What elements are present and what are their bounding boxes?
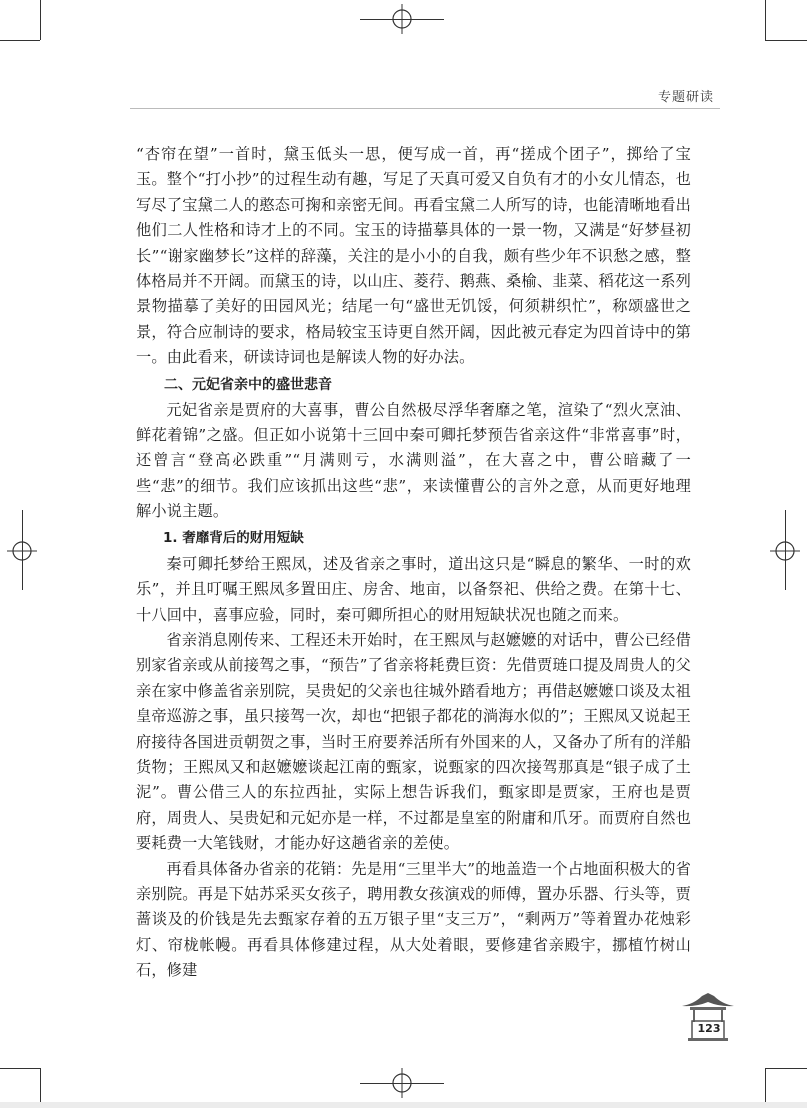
section-heading: 二、元妃省亲中的盛世悲音 xyxy=(164,376,332,393)
paragraph: 省亲消息刚传来、工程还未开始时，在王熙凤与赵嬷嬷的对话中，曹公已经借别家省亲或从前接驾之事，“预告”了省亲将耗费巨资：先借贾琏口提及周贵人的父亲在家中修盖省亲别院，吴贵妃的父亲也往城外踏看地方；再借赵嬷嬷口谈及太祖皇帝巡游之事，虽只接驾一次，却也“把银子都花的淌海水似的”；王熙凤又说起王府接待各国进贡朝贺之事，当时王府要养活所有外国来的人，又备办了所有的洋船货物；王熙凤又和赵嬷嬷谈起江南的甄家，说甄家的四次接驾那真是“银子成了土泥”。曹公借三人的东拉西扯，实际上想告诉我们，甄家即是贾家，王府也是贾府，周贵人、吴贵妃和元妃亦是一样，不过都是皇室的附庸和爪牙。而贾府自然也要耗费一大笔钱财，才能办好这趟省亲的差使。 xyxy=(136,630,691,853)
left-registration-target-icon xyxy=(7,536,37,566)
bottom-registration-target-icon xyxy=(387,1068,417,1098)
paragraph: 再看具体备办省亲的花销：先是用“三里半大”的地盖造一个占地面积极大的省亲别院。再是下姑苏采买女孩子，聘用教女孩演戏的师傅，置办乐器、行头等，贾蔷谈及的价钱是先去甄家存着的五万银子里“支三万”，“剩两万”等着置办花烛彩灯、帘栊帐幔。再看具体修建过程，从大处着眼，要修建省亲殿宇，挪植竹树山石，修建 xyxy=(136,859,691,980)
crop-mark-br-h xyxy=(765,1068,807,1069)
paragraph: 秦可卿托梦给王熙凤，述及省亲之事时，道出这只是“瞬息的繁华、一时的欢乐”，并且叮嘱王熙凤多置田庄、房舍、地亩，以备祭祀、供给之费。在第十七、十八回中，喜事应验，同时，秦可卿所担心的财用短缺状况也随之而来。 xyxy=(136,554,691,624)
crop-mark-bl-h xyxy=(0,1068,40,1069)
crop-mark-tr-v xyxy=(765,0,766,40)
header-rule xyxy=(130,108,720,109)
right-registration-target-icon xyxy=(770,536,800,566)
top-registration-target-icon xyxy=(387,4,417,34)
crop-mark-tr-h xyxy=(765,40,807,41)
page-number: 123 xyxy=(697,1022,721,1035)
bottom-strip xyxy=(0,1102,807,1108)
paragraph: 元妃省亲是贾府的大喜事，曹公自然极尽浮华奢靡之笔，渲染了“烈火烹油、鲜花着锦”之盛。但正如小说第十三回中秦可卿托梦预告省亲这件“非常喜事”时，还曾言“登高必跌重”“月满则亏，水满则溢”，在大喜之中，曹公暗藏了一些“悲”的细节。我们应该抓出这些“悲”，来读懂曹公的言外之意，从而更好地理解小说主题。 xyxy=(136,400,691,521)
running-header: 专题研读 xyxy=(657,90,714,105)
paragraph: “杏帘在望”一首时，黛玉低头一思，便写成一首，再“搓成个团子”，掷给了宝玉。整个“打小抄”的过程生动有趣，写足了天真可爱又自负有才的小女儿情态，也写尽了宝黛二人的憨态可掬和亲密无间。再看宝黛二人所写的诗，也能清晰地看出他们二人性格和诗才上的不同。宝玉的诗描摹具体的一景一物，又满是“好梦昼初长”“谢家幽梦长”这样的辞藻，关注的是小小的自我，颇有些少年不识愁之感，整体格局并不开阔。而黛玉的诗，以山庄、菱荇、鹅燕、桑榆、韭菜、稻花这一系列景物描摹了美好的田园风光；结尾一句“盛世无饥馁，何须耕织忙”，称颂盛世之景，符合应制诗的要求，格局较宝玉诗更自然开阔，因此被元春定为四首诗中的第一。由此看来，研读诗词也是解读人物的好办法。 xyxy=(136,145,691,367)
crop-mark-tl-v xyxy=(40,0,41,40)
page-body xyxy=(136,142,691,984)
crop-mark-tl-h xyxy=(0,40,40,41)
subsection-heading: 1. 奢靡背后的财用短缺 xyxy=(163,529,304,546)
